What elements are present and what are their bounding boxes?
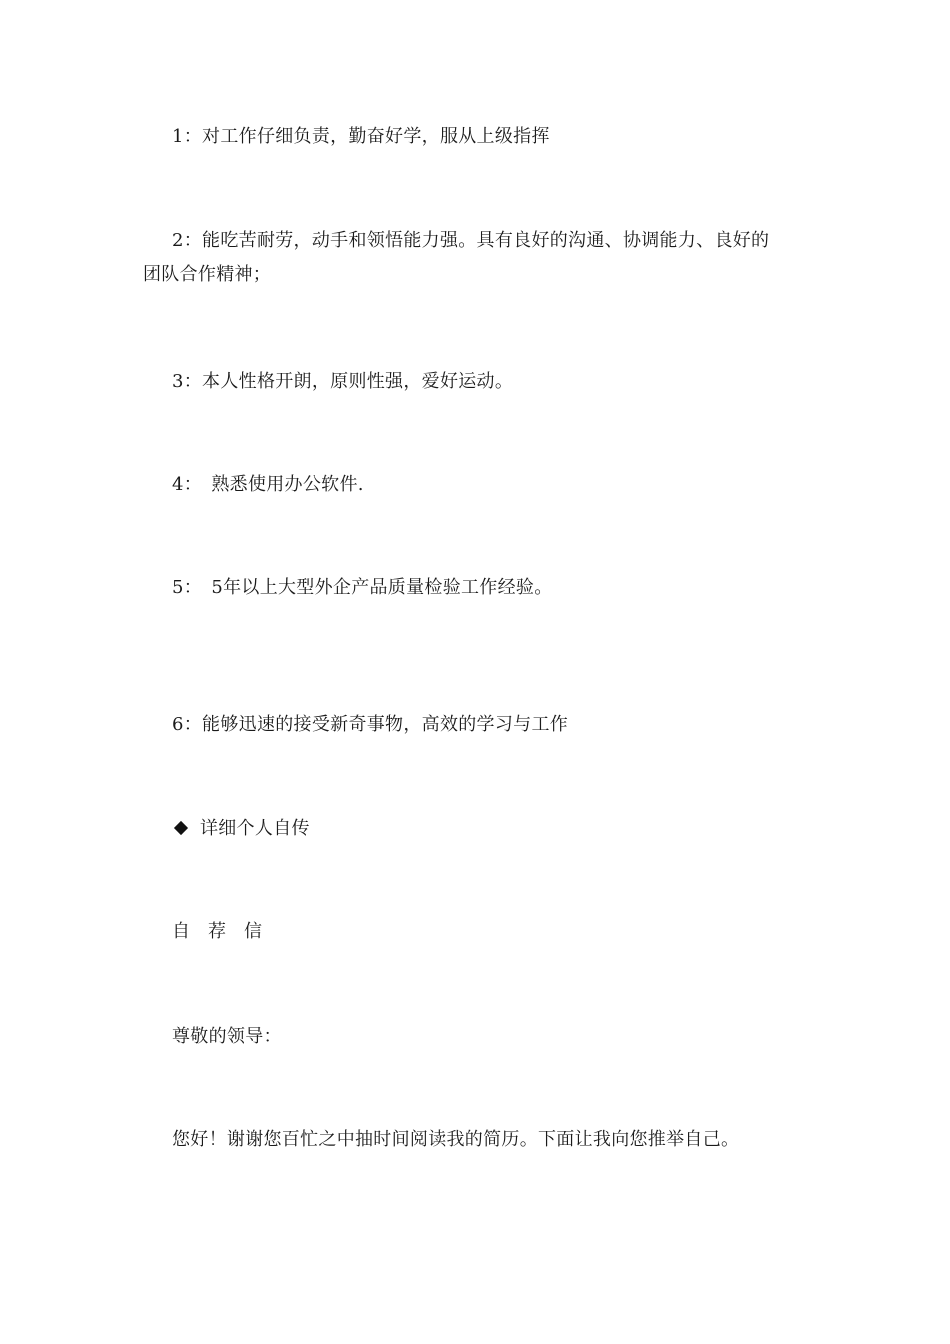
qualification-item-5: 5： 5年以上大型外企产品质量检验工作经验。 <box>172 577 553 598</box>
letter-title: 自荐信 <box>172 921 280 942</box>
section-heading <box>172 819 310 839</box>
letter-opening: 您好！谢谢您百忙之中抽时间阅读我的简历。下面让我向您推举自己。 <box>172 1129 740 1150</box>
qualification-item-2: 2：能吃苦耐劳，动手和领悟能力强。具有良好的沟通、协调能力、良好的团队合作精神； <box>143 230 770 285</box>
diamond-bullet-icon <box>174 821 188 835</box>
qualification-item-4: 4： 熟悉使用办公软件. <box>172 474 364 495</box>
qualification-item-1: 1：对工作仔细负责，勤奋好学，服从上级指挥 <box>172 126 550 147</box>
section-heading-text: 详细个人自传 <box>200 818 310 839</box>
qualification-item-3: 3：本人性格开朗，原则性强，爱好运动。 <box>172 371 514 392</box>
qualification-item-6: 6：能够迅速的接受新奇事物，高效的学习与工作 <box>172 714 569 735</box>
letter-salutation: 尊敬的领导： <box>172 1026 282 1047</box>
